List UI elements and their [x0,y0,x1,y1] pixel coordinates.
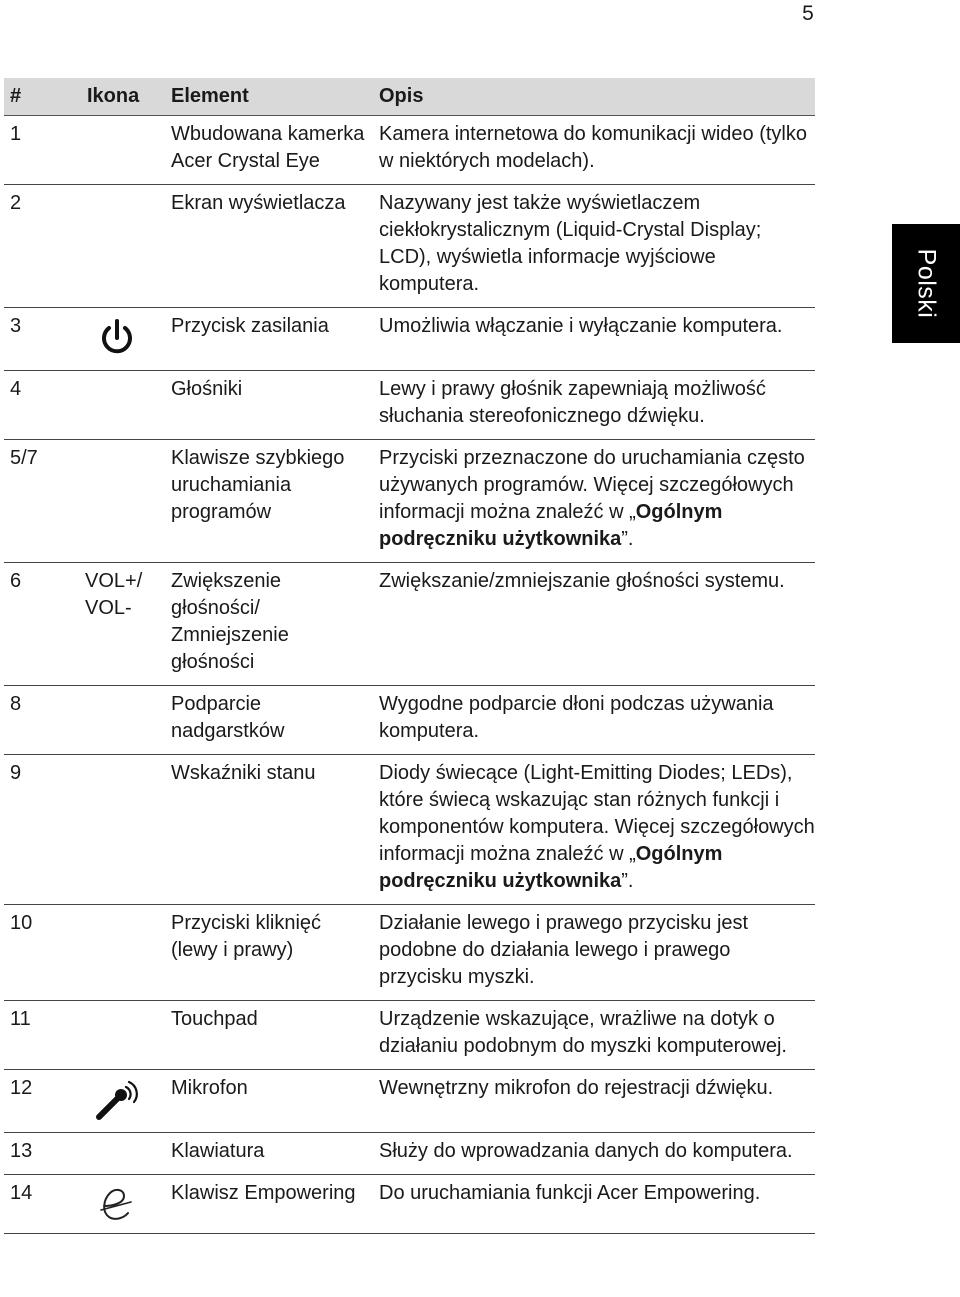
row-description: Wewnętrzny mikrofon do rejestracji dźwięku. [373,1070,815,1133]
row-element: Wbudowana kamerka Acer Crystal Eye [165,116,373,185]
row-icon [81,1070,165,1133]
row-number: 9 [4,755,81,905]
table-row [4,116,815,185]
row-icon [81,371,165,440]
table-row [4,563,815,686]
row-number: 5/7 [4,440,81,563]
row-number: 3 [4,308,81,371]
manual-reference: Ogólnym podręczniku użytkownika [379,843,723,892]
table-row [4,371,815,440]
table-row [4,1175,815,1234]
row-number: 12 [4,1070,81,1133]
row-element: Klawisz Empowering [165,1175,373,1234]
row-icon [81,1175,165,1234]
table-row [4,1070,815,1133]
row-description: Służy do wprowadzania danych do komputera. [373,1133,815,1175]
description-end: ”. [621,870,634,892]
header-number: # [4,78,81,116]
row-element: Przycisk zasilania [165,308,373,371]
row-number: 11 [4,1001,81,1070]
row-icon [81,308,165,371]
row-icon [81,755,165,905]
description-text: Przyciski przeznaczone do uruchamiania często używanych programów. Więcej szczegółowych informacji można znaleźć w „ [379,447,805,523]
table-row [4,440,815,563]
power-icon [97,319,137,361]
microphone-icon [93,1077,143,1123]
row-description: Nazywany jest także wyświetlaczem ciekłokrystalicznym (Liquid-Crystal Display; LCD), wyświetla informacje wyjściowe komputera. [373,185,815,308]
row-description: Urządzenie wskazujące, wrażliwe na dotyk o działaniu podobnym do myszki komputerowej. [373,1001,815,1070]
row-description: Do uruchamiania funkcji Acer Empowering. [373,1175,815,1234]
description-end: ”. [621,528,634,550]
row-description [373,440,815,563]
row-icon [81,1001,165,1070]
row-number: 1 [4,116,81,185]
row-element: Mikrofon [165,1070,373,1133]
table-row [4,308,815,371]
row-description: Działanie lewego i prawego przycisku jest podobne do działania lewego i prawego przycisku myszki. [373,905,815,1001]
table-row [4,1133,815,1175]
row-number: 4 [4,371,81,440]
row-icon [81,1133,165,1175]
row-element: Głośniki [165,371,373,440]
table-row [4,755,815,905]
row-description [373,755,815,905]
row-element: Klawiatura [165,1133,373,1175]
row-description: Umożliwia włączanie i wyłączanie komputera. [373,308,815,371]
row-element: Touchpad [165,1001,373,1070]
row-number: 8 [4,686,81,755]
header-element: Element [165,78,373,116]
row-icon [81,185,165,308]
header-icon: Ikona [81,78,165,116]
row-icon [81,116,165,185]
page-number: 5 [802,2,814,25]
row-element: Podparcie nadgarstków [165,686,373,755]
row-number: 2 [4,185,81,308]
row-icon [81,905,165,1001]
row-icon [81,686,165,755]
table-row [4,1001,815,1070]
language-tab-label: Polski [912,248,941,319]
row-number: 6 [4,563,81,686]
manual-reference: Ogólnym podręczniku użytkownika [379,501,723,550]
row-description: Kamera internetowa do komunikacji wideo (tylko w niektórych modelach). [373,116,815,185]
header-description: Opis [373,78,815,116]
row-element: Klawisze szybkiego uruchamiania programów [165,440,373,563]
row-element: Przyciski kliknięć (lewy i prawy) [165,905,373,1001]
table-row [4,185,815,308]
row-description: Wygodne podparcie dłoni podczas używania komputera. [373,686,815,755]
row-icon [81,440,165,563]
table-header-row [4,78,815,116]
row-icon [81,563,165,686]
table-row [4,905,815,1001]
empowering-key-icon [95,1182,139,1224]
component-table [4,78,815,1234]
row-element: Ekran wyświetlacza [165,185,373,308]
row-number: 10 [4,905,81,1001]
row-number: 13 [4,1133,81,1175]
row-number: 14 [4,1175,81,1234]
table-row [4,686,815,755]
row-description: Zwiększanie/zmniejszanie głośności systemu. [373,563,815,686]
row-element: Wskaźniki stanu [165,755,373,905]
description-text: Diody świecące (Light-Emitting Diodes; LEDs), które świecą wskazując stan różnych funkcji i komponentów komputera. Więcej szczegółowych informacji można znaleźć w „ [379,762,815,865]
row-description: Lewy i prawy głośnik zapewniają możliwość słuchania stereofonicznego dźwięku. [373,371,815,440]
language-tab [892,224,960,343]
row-element: Zwiększenie głośności/ Zmniejszenie głośności [165,563,373,686]
volume-label: VOL+/ VOL- [85,570,143,619]
